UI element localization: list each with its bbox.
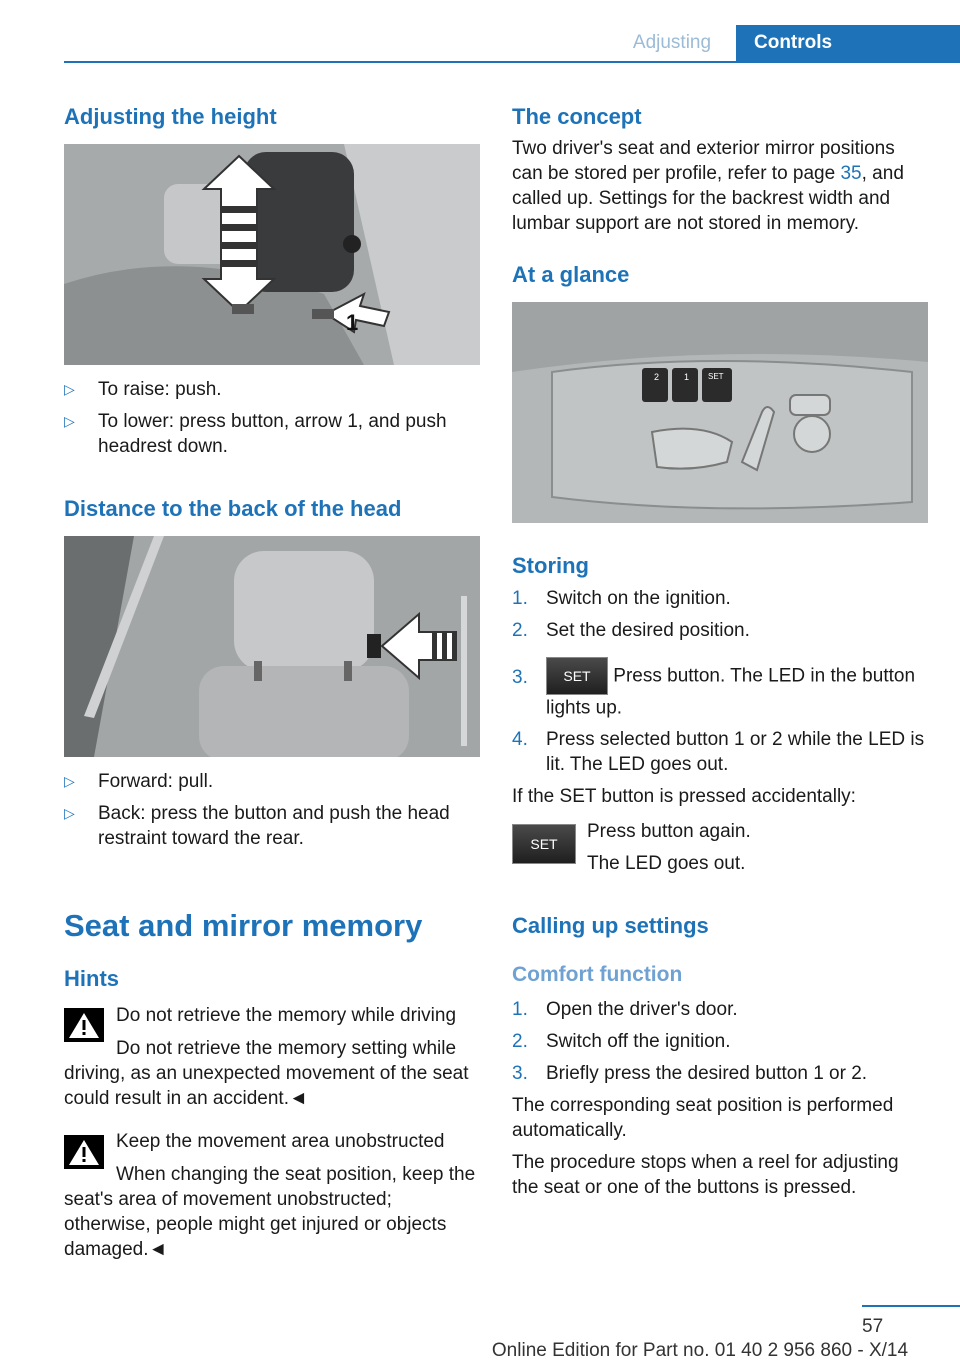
list-item: 1. Switch on the ignition. [512,588,731,609]
section-title-concept: The concept [512,104,642,129]
triangle-bullet-icon: ▷ [64,773,75,789]
memory-button-1-label: 1 [684,372,690,382]
list-item: 2. Set the desired position. [512,620,750,641]
list-item: 3. SET Press button. The LED in the button lights up. [512,657,928,720]
memory-button-2-label: 2 [654,372,660,382]
accident-line-2: The LED goes out. [587,853,746,874]
headrest-height-photo [64,144,480,365]
comfort-paragraph-1: The corresponding seat position is performed automatically. [512,1095,894,1141]
accident-paragraph: If the SET button is pressed accidentally: [512,786,856,807]
list-item: ▷ Forward: pull. [64,771,214,792]
warning-2-text: When changing the seat position, keep the seat's area of movement unobstructed; otherwise, people might get injured or objects damaged.◄ [64,1164,476,1260]
triangle-bullet-icon: ▷ [64,805,75,821]
seat-controls-photo [512,302,928,523]
distance-instructions [64,769,480,858]
list-item: ▷ To lower: press button, arrow 1, and push headrest down. [64,411,447,457]
warning-1-text: Do not retrieve the memory setting while driving, as an unexpected movement of the seat could result in an accident.◄ [64,1038,469,1109]
section-title-comfort: Comfort function [512,963,683,986]
seat-controls-illustration [512,302,928,523]
footer-edition: Online Edition for Part no. 01 40 2 956 860 - X/14 [491,1340,909,1361]
page-number: 57 [862,1316,884,1337]
comfort-steps [512,997,928,1093]
height-instructions [64,377,480,466]
callout-number-1: 1 [346,310,359,335]
section-title-hints: Hints [64,966,119,991]
set-button-icon: SET [512,824,576,864]
chapter-title-memory: Seat and mirror memory [64,908,423,943]
page-reference-link[interactable]: 35 [840,163,862,184]
header-chapter-tab: Controls [736,25,960,62]
section-title-distance: Distance to the back of the head [64,496,402,521]
triangle-bullet-icon: ▷ [64,381,75,397]
warning-2-title: Keep the movement area unobstructed [116,1131,445,1152]
footer-rule [862,1305,960,1307]
triangle-bullet-icon: ▷ [64,413,75,429]
comfort-paragraph-2: The procedure stops when a reel for adjusting the seat or one of the buttons is pressed. [512,1152,899,1198]
section-title-height: Adjusting the height [64,104,277,129]
headrest-distance-photo [64,536,480,757]
list-item: 3. Briefly press the desired button 1 or 2. [512,1063,868,1084]
list-item: 2. Switch off the ignition. [512,1031,731,1052]
headrest-distance-illustration [64,536,480,757]
warning-1-title: Do not retrieve the memory while driving [116,1005,457,1026]
memory-set-button-label: SET [708,372,724,381]
section-title-calling: Calling up settings [512,913,709,938]
list-item: 4. Press selected button 1 or 2 while the LED is lit. The LED goes out. [512,729,925,776]
header-section: Adjusting [632,32,712,53]
section-title-storing: Storing [512,553,589,578]
storing-steps [512,586,928,784]
set-button-icon: SET [546,657,608,695]
list-item: ▷ Back: press the button and push the head restraint toward the rear. [64,803,450,849]
concept-paragraph: Two driver's seat and exterior mirror positions can be stored per profile, refer to page 35, and called up. Settings for the backrest width and lumbar support are not stored in memory. [512,138,904,234]
list-item: 1. Open the driver's door. [512,999,738,1020]
list-item: ▷ To raise: push. [64,379,222,400]
section-title-glance: At a glance [512,262,630,287]
accident-line-1: Press button again. [587,821,751,842]
headrest-height-illustration [64,144,480,365]
